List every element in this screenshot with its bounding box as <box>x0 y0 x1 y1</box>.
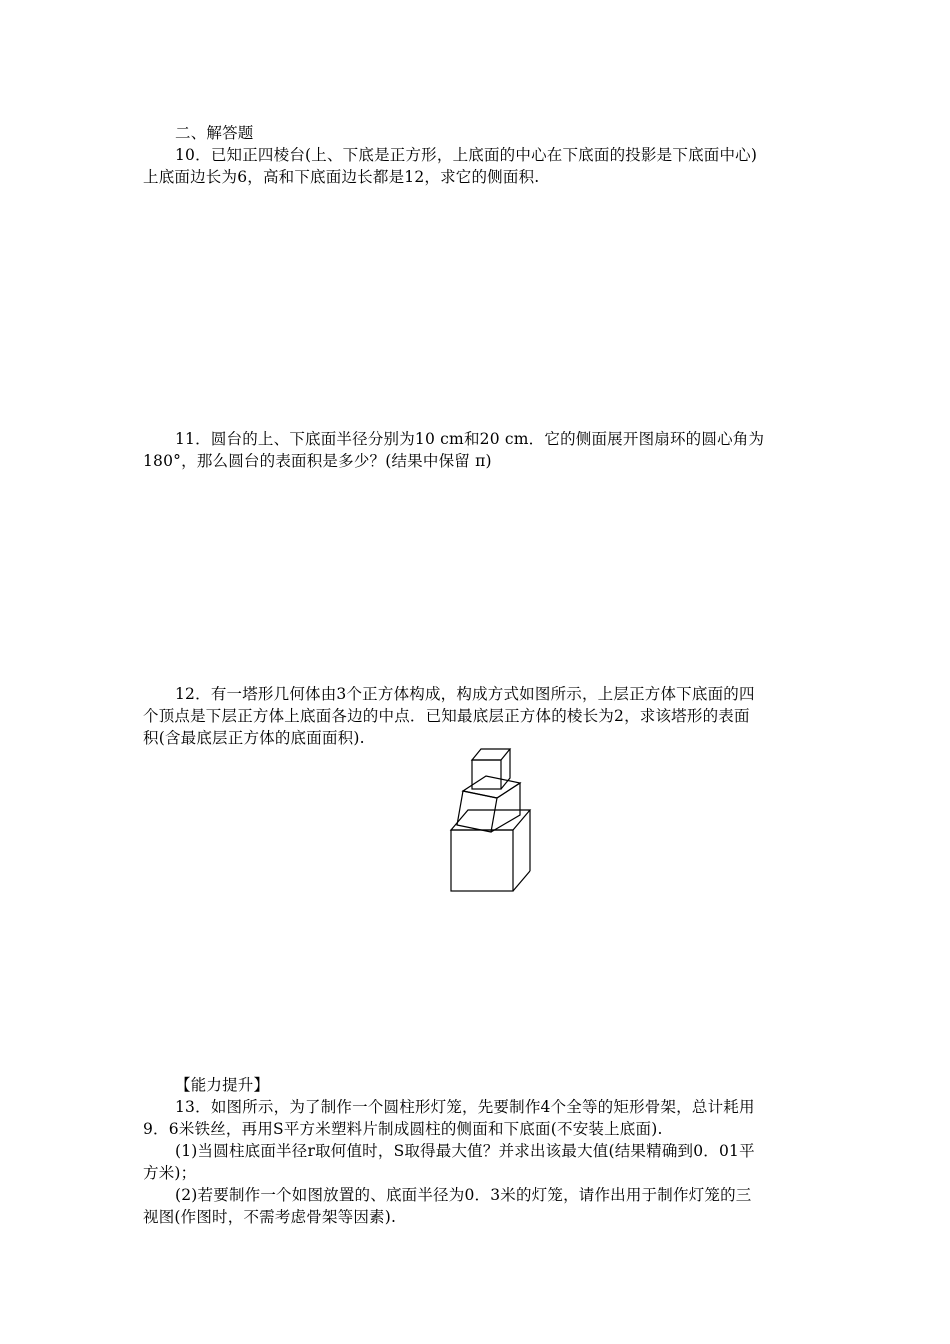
q12-line-1: 12．有一塔形几何体由3个正方体构成，构成方式如图所示，上层正方体下底面的四 <box>175 685 755 703</box>
ability-section-title: 【能力提升】 <box>175 1076 270 1094</box>
cube-tower-figure <box>440 738 540 898</box>
q13-line-1: 13．如图所示，为了制作一个圆柱形灯笼，先要制作4个全等的矩形骨架，总计耗用 <box>175 1098 755 1116</box>
q11-line-1: 11．圆台的上、下底面半径分别为10 cm和20 cm．它的侧面展开图扇环的圆心角为 <box>175 430 765 448</box>
q10-line-2: 上底面边长为6，高和下底面边长都是12，求它的侧面积. <box>143 168 540 186</box>
top-cube-top <box>472 749 510 760</box>
q10-line-1: 10．已知正四棱台(上、下底是正方形，上底面的中心在下底面的投影是下底面中心) <box>175 146 758 164</box>
q13-part1-line-2: 方米)； <box>143 1164 197 1182</box>
bottom-cube-edge <box>513 871 530 891</box>
q13-part2-line-2: 视图(作图时，不需考虑骨架等因素). <box>143 1208 397 1226</box>
q13-part2-line-1: (2)若要制作一个如图放置的、底面半径为0．3米的灯笼，请作出用于制作灯笼的三 <box>175 1186 752 1204</box>
q12-line-3: 积(含最底层正方体的底面面积). <box>143 729 365 747</box>
q11-line-2: 180°，那么圆台的表面积是多少？(结果中保留 π) <box>143 452 492 470</box>
q12-line-2: 个顶点是下层正方体上底面各边的中点．已知最底层正方体的棱长为2，求该塔形的表面 <box>143 707 750 725</box>
q13-part1-line-1: (1)当圆柱底面半径r取何值时，S取得最大值？并求出该最大值(结果精确到0．01平 <box>175 1142 755 1160</box>
top-cube-front <box>472 760 501 789</box>
section-title: 二、解答题 <box>175 124 254 142</box>
bottom-cube-top <box>451 810 530 830</box>
bottom-cube-front <box>451 830 513 891</box>
q13-line-2: 9．6米铁丝，再用S平方米塑料片制成圆柱的侧面和下底面(不安装上底面). <box>143 1120 663 1138</box>
